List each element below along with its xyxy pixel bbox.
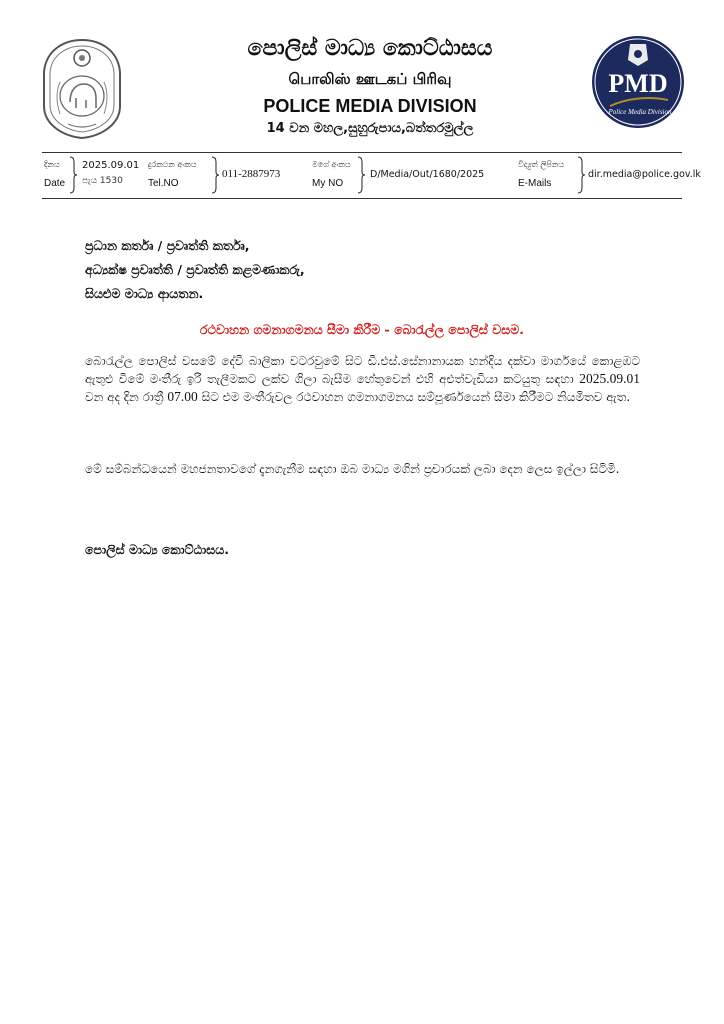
recipient-line: ප්‍රධාන කර්තෘ / ප්‍රවෘත්ති කර්තෘ, [85,238,250,253]
email-label-en: E-Mails [518,178,552,189]
title-sinhala: පොලිස් මාධ්‍ය කොට්ඨාසය [247,36,493,61]
pmd-logo-text: PMD [608,69,668,98]
tel-label-si: දුරකථන අංකය [148,160,197,169]
paragraph-1-time: 07.00 [167,389,198,405]
police-crest-logo [40,36,124,140]
body-paragraph-2: මේ සම්බන්ධයෙන් මහජනතාවගේ දැනගැනීම සඳහා ඔබ මාධ්‍ය මගින් ප්‍රචාරයක් ලබා දෙන ලෙස ඉල්ලා සිටිමි. [85,462,620,476]
email-label-si: විද්‍යුත් ලිපිනය [518,160,565,169]
paragraph-1-part-3: සිට එම මංතීරුවල රථවාහන ගමනාගමනය සම්පූර්ණයෙන් සීමා කිරීමට නියමිතව ඇත. [197,390,631,405]
recipient-line: සියළුම මාධ්‍ය ආයතන. [85,286,204,301]
brace-icon [210,156,220,194]
date-value: 2025.09.01 [82,160,140,171]
info-bar [42,152,701,198]
paragraph-1-part-1: බොරැල්ල පොලිස් වසමේ දේවී බාලිකා වටරවුමේ සිට ඩී.එස්.සේනානායක හන්දිය දක්වා මාර්ගයේ කොළඹට ඇතුළු වීමේ මංතීරු ඉරි තැලීමකට ලක්ව ගිලා බැසීම හේතුවෙන් එහි අළුත්වැඩියා කටයුතු සඳහා [85,354,640,387]
email-value: dir.media@police.gov.lk [588,169,701,180]
brace-icon [68,156,78,194]
my-no-value: D/Media/Out/1680/2025 [370,169,485,180]
time-value: පැය 1530 [82,176,123,186]
my-no-cell [312,156,512,194]
date-cell [42,156,142,194]
pmd-logo [590,34,686,130]
tel-label-en: Tel.NO [148,178,179,189]
date-label-en: Date [44,178,66,189]
tel-value: 011-2887973 [222,168,281,180]
office-address: 14 වන මහල,සුහුරුපාය,බත්තරමුල්ල [266,121,474,136]
subject-line: රථවාහන ගමනාගමනය සීමා කිරීම - බොරැල්ල පොලිස් වසම. [200,322,524,337]
signature-line: පොලිස් මාධ්‍ය කොට්ඨාසය. [85,542,229,557]
date-label-si: දිනය [44,160,60,169]
my-no-label-si: මගේ අංකය [312,160,351,169]
my-no-label-en: My NO [312,178,344,189]
title-tamil: பொலிஸ் ஊடகப் பிரிவு [288,70,452,88]
paragraph-1-part-2: වන අද දින රාත්‍රී [85,390,168,405]
email-cell [518,156,701,194]
recipient-line: අධ්‍යක්ෂ ප්‍රවෘත්ති / ප්‍රවෘත්ති කළමණාකරු, [85,262,305,277]
brace-icon [576,156,586,194]
body-paragraph-1 [85,352,640,407]
title-english: POLICE MEDIA DIVISION [263,96,477,116]
tel-cell [148,156,308,194]
paragraph-1-date: 2025.09.01 [579,371,640,387]
brace-icon [356,156,366,194]
info-bar-bottom-rule [42,198,682,199]
pmd-logo-subtext: Police Media Division [608,108,672,116]
